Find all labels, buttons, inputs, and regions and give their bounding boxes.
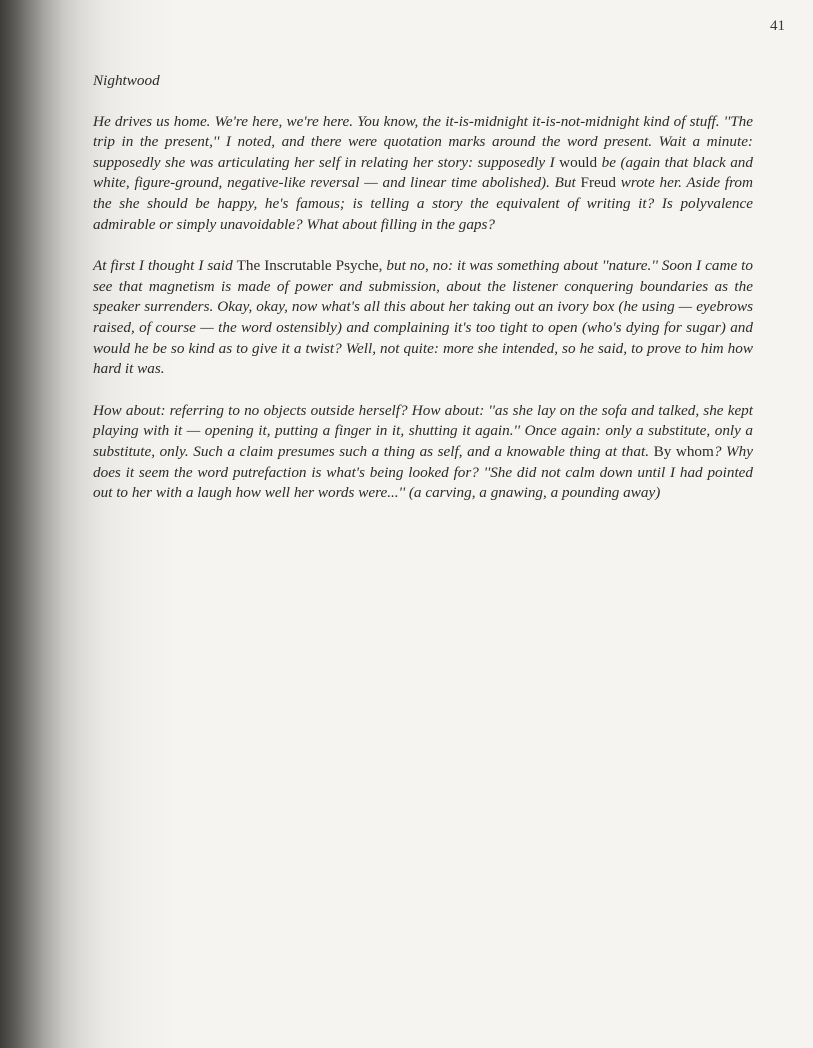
paragraph-1-roman-text: would	[559, 153, 598, 171]
paragraph-3-text: ? Why does it seem the word putrefaction is what's being looked for? ''She did not calm down until I had pointed out to her with a laugh how well her words were...'' (a carving, a gnawing, a pounding away)	[93, 442, 753, 502]
section-title: Nightwood	[93, 72, 160, 89]
paragraph-3-roman-text: By whom	[653, 442, 714, 460]
paragraph-1-text: He drives us home. We're here, we're here. You know, the it-is-midnight it-is-not-midnight kind of stuff. ''The trip in the present,'' I noted, and there were quotation marks around the word present. Wait a minute: supposedly she was articulating her self in relating her story: supposedly I	[93, 112, 753, 171]
paragraph-1-text: wrote her. Aside from the she should be happy, he's famous; is telling a story the equivalent of writing it? Is polyvalence admirable or simply unavoidable? What about filling in the gaps?	[93, 174, 753, 233]
paragraph-2-text: but no, no: it was something about ''nature.'' Soon I came to see that magnetism is made of power and submission, about the listener conquering boundaries as the speaker surrenders. Okay, okay, now what's all this about her taking out an ivory box (he using — eyebrows raised, of course — the word ostensibly) and complaining it's too tight to open (who's dying for sugar) and would he be so kind as to give it a twist? Well, not quite: more she intended, so he said, to prove to him how hard it was.	[93, 257, 753, 378]
paragraph-2-roman-text: The Inscrutable Psyche,	[236, 257, 383, 275]
paragraph-1-text: be (again that black and white, figure-ground, negative-like reversal — and linear time abolished). But	[93, 153, 753, 192]
paragraph-1-roman-text: Freud	[580, 174, 616, 192]
paragraph-3-text: How about: referring to no objects outside herself? How about: ''as she lay on the sofa and talked, she kept playing with it — opening it, putting a finger in it, shutting it again.'' Once again: only a substitute, only a substitute, only. Such a claim presumes such a thing as self, and a knowable thing at that.	[93, 401, 753, 460]
paragraph-1	[93, 112, 753, 236]
paragraph-2	[93, 256, 753, 380]
paragraph-3	[93, 401, 753, 504]
page-number: 41	[770, 18, 785, 34]
page-content	[93, 71, 753, 525]
paragraph-2-text: At first I thought I said	[93, 257, 237, 275]
